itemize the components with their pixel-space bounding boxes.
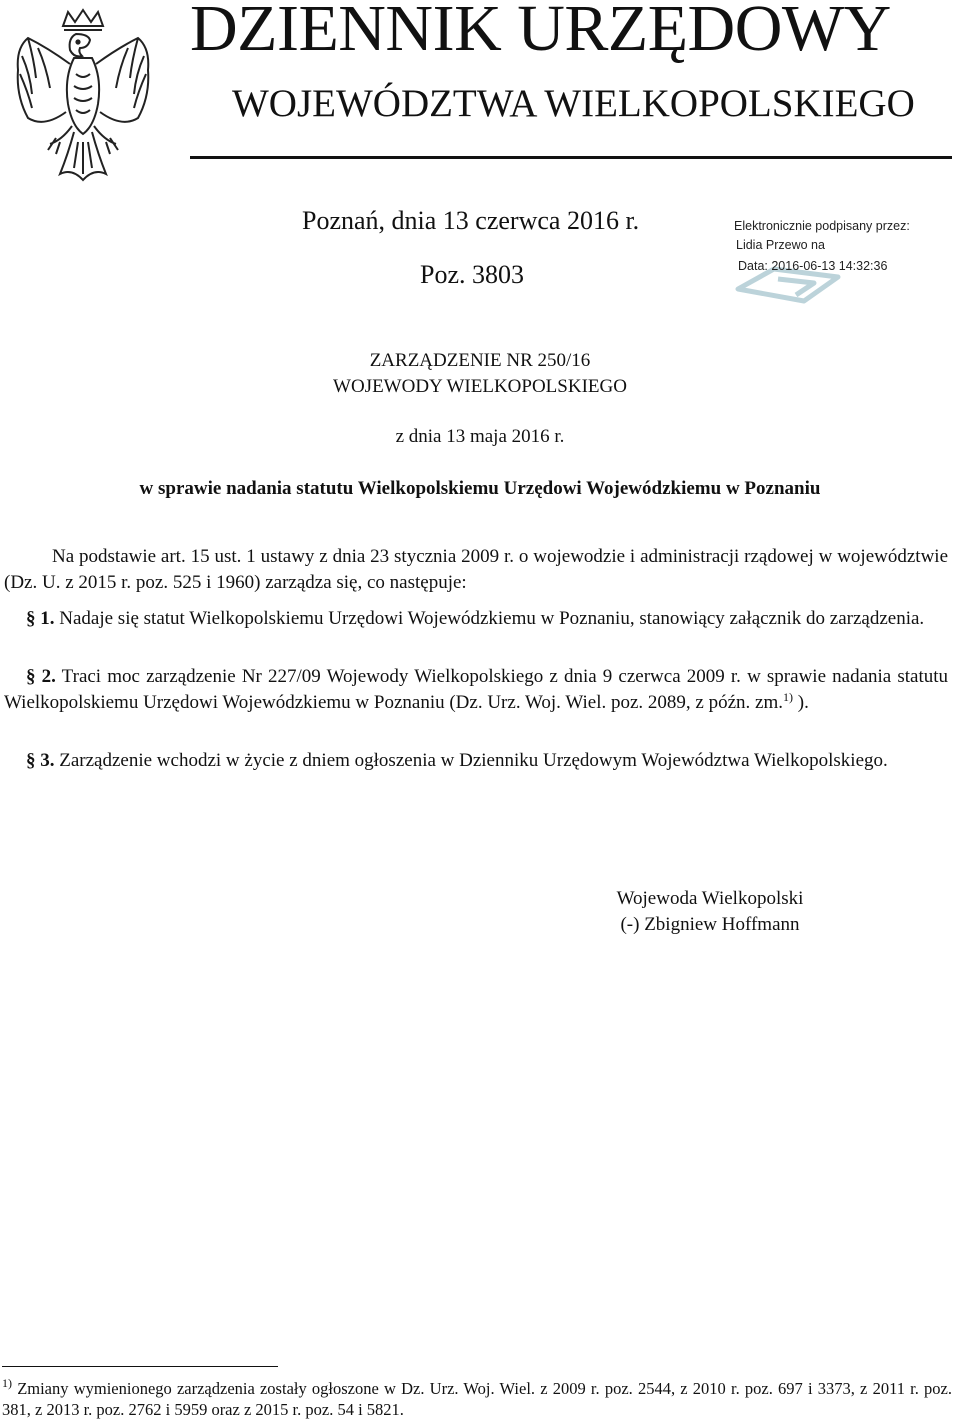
section-text-end: ). <box>793 692 809 713</box>
footnote <box>2 1378 952 1420</box>
footnote-reference: 1) <box>783 690 793 704</box>
signature-date: Data: 2016-06-13 14:32:36 <box>738 259 888 273</box>
publication-position: Poz. 3803 <box>420 260 524 289</box>
footnote-marker: 1) <box>2 1376 12 1390</box>
document-heading-line2: WOJEWODY WIELKOPOLSKIEGO <box>333 376 627 397</box>
document-heading <box>0 348 960 400</box>
document-preamble: Na podstawie art. 15 ust. 1 ustawy z dnia 23 stycznia 2009 r. o wojewodzie i administracji rządowej w województwie (Dz. U. z 2015 r. poz. 525 i 1960) zarządza się, co następuje: <box>4 546 948 593</box>
section-number: § 1. <box>26 608 55 629</box>
publication-place-date: Poznań, dnia 13 czerwca 2016 r. <box>302 206 640 235</box>
signatory-block <box>560 886 860 938</box>
document-subject: w sprawie nadania statutu Wielkopolskiemu Urzędowi Wojewódzkiemu w Poznaniu <box>139 478 821 499</box>
section-number: § 3. <box>26 750 55 771</box>
signature-signer: Lidia Przewo na <box>736 238 825 252</box>
section-text: Zarządzenie wchodzi w życie z dniem ogłoszenia w Dzienniku Urzędowym Województwa Wielkopolskiego. <box>54 750 888 771</box>
masthead-subtitle: WOJEWÓDZTWA WIELKOPOLSKIEGO <box>232 82 915 125</box>
section-text: Nadaje się statut Wielkopolskiemu Urzędowi Wojewódzkiemu w Poznaniu, stanowiący załącznik do zarządzenia. <box>54 608 925 629</box>
section-3 <box>4 748 948 774</box>
footnote-text: Zmiany wymienionego zarządzenia zostały ogłoszone w Dz. Urz. Woj. Wiel. z 2009 r. poz. 2544, z 2010 r. poz. 697 i 3373, z 2011 r. poz. 381, z 2013 r. poz. 2762 i 5959 oraz z 2015 r. poz. 54 i 5821. <box>2 1379 952 1419</box>
section-2 <box>4 664 948 716</box>
document-date: z dnia 13 maja 2016 r. <box>395 426 565 447</box>
footnote-divider <box>2 1366 278 1367</box>
signature-label: Elektronicznie podpisany przez: <box>734 219 910 233</box>
eagle-emblem-icon <box>8 8 158 186</box>
masthead-divider <box>190 156 952 159</box>
section-number: § 2. <box>26 666 56 687</box>
signatory-name: (-) Zbigniew Hoffmann <box>620 914 800 935</box>
section-text: Traci moc zarządzenie Nr 227/09 Wojewody Wielkopolskiego z dnia 9 czerwca 2009 r. w sprawie nadania statutu Wielkopolskiemu Urzędowi Wojewódzkiemu w Poznaniu (Dz. Urz. Woj. Wiel. poz. 2089, z późn. zm. <box>4 666 949 713</box>
masthead-title: DZIENNIK URZĘDOWY <box>190 0 891 65</box>
electronic-signature-block <box>734 215 924 305</box>
section-1 <box>4 606 948 632</box>
signatory-title: Wojewoda Wielkopolski <box>616 888 804 909</box>
document-heading-line1: ZARZĄDZENIE NR 250/16 <box>369 350 591 371</box>
